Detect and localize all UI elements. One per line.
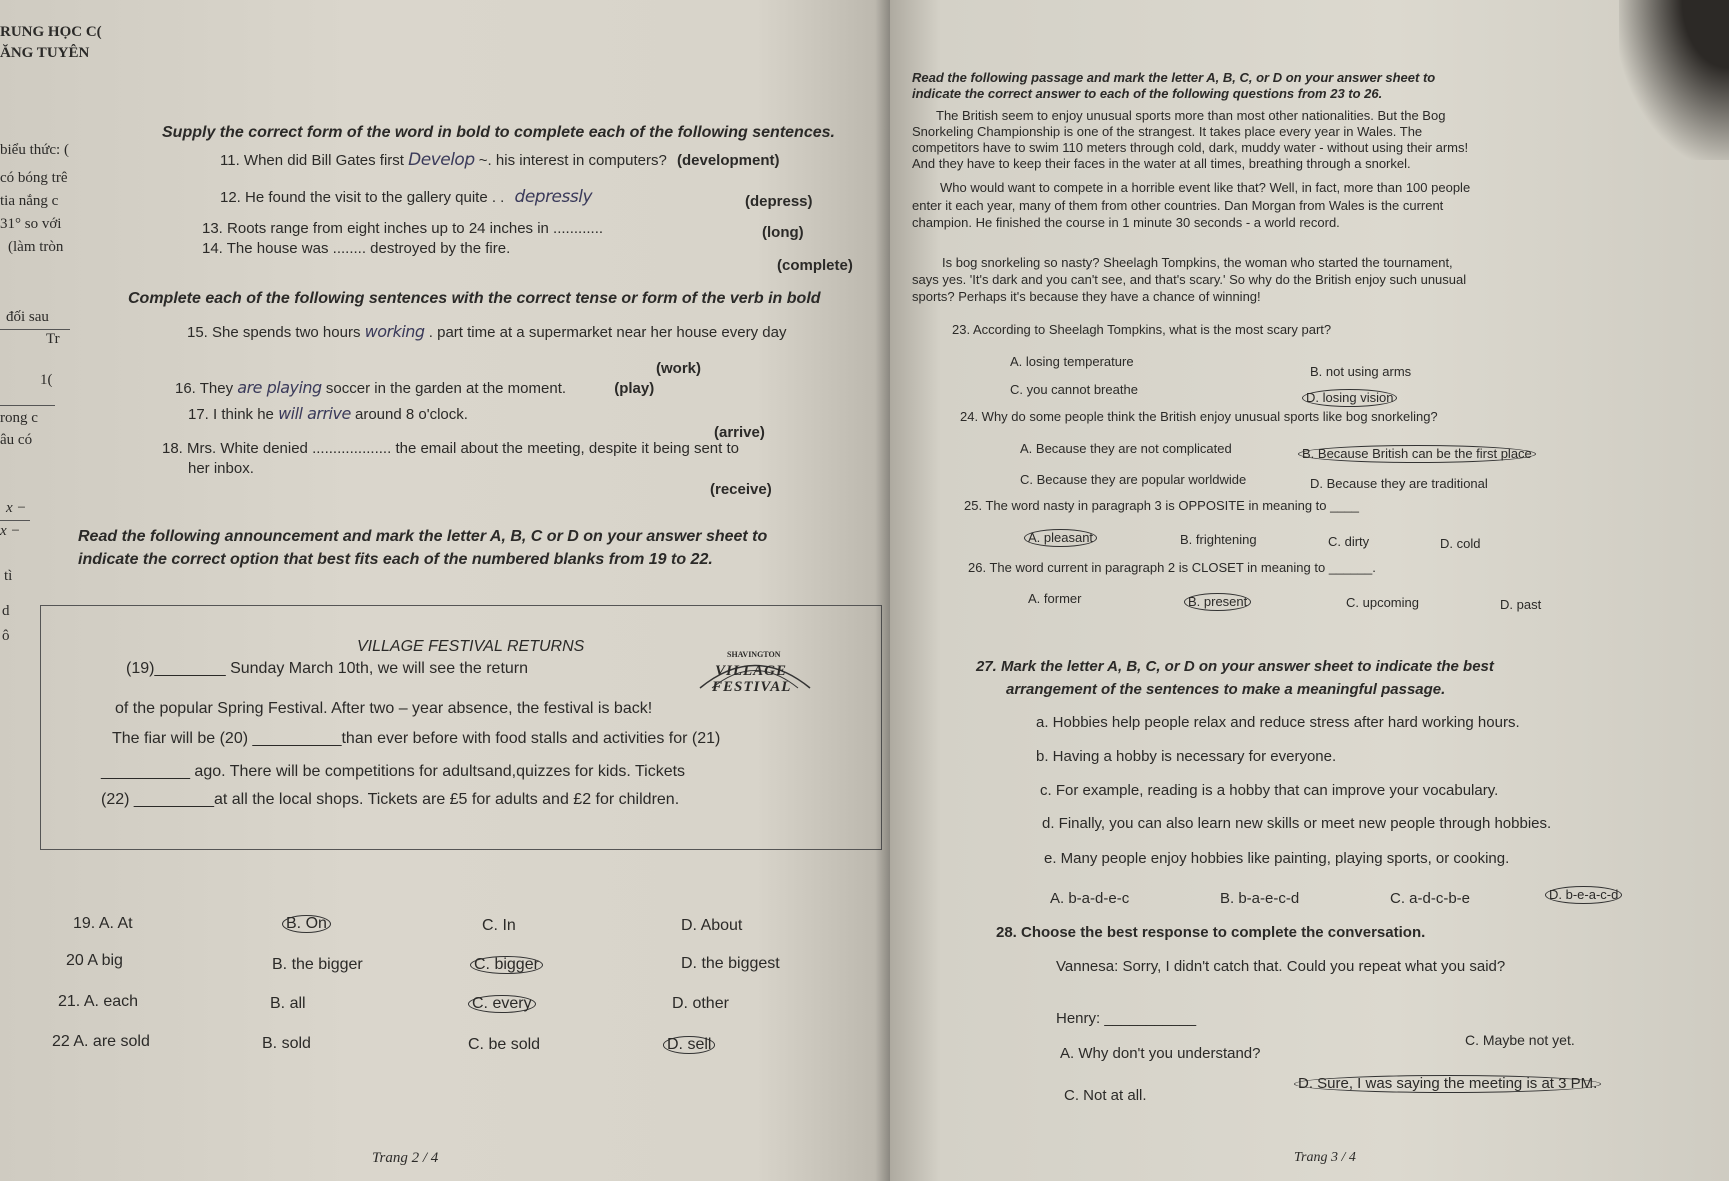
- margin-text: biểu thức: (: [0, 142, 69, 158]
- q21-num: 21. A. each: [58, 993, 139, 1010]
- passage-line: Who would want to compete in a horrible event like that? Well, in fact, more than 100 people: [940, 180, 1471, 195]
- q19-num: 19. A. At: [73, 915, 133, 932]
- q22-option-b[interactable]: B. sold: [262, 1035, 311, 1052]
- q24-option-c[interactable]: C. Because they are popular worldwide: [1020, 472, 1247, 487]
- passage-line: of the popular Spring Festival. After two – year absence, the festival is back!: [115, 700, 653, 717]
- q24-option-d[interactable]: D. Because they are traditional: [1310, 476, 1488, 491]
- passage-line: The fiar will be (20) __________than ever before with food stalls and activities for (21): [112, 730, 721, 747]
- margin-text: tì: [4, 568, 13, 584]
- section3-instruction: Read the following announcement and mark the letter A, B, C or D on your answer sheet to: [78, 528, 768, 545]
- question-16: 16. They are playing soccer in the garden at the moment. (play): [175, 378, 655, 397]
- q27-instruction-2: arrangement of the sentences to make a meaningful passage.: [1006, 681, 1446, 698]
- question-14: 14. The house was ........ destroyed by the fire.: [202, 240, 511, 257]
- question-12: 12. He found the visit to the gallery quite . . depressly: [220, 187, 593, 207]
- word-14: (complete): [777, 257, 853, 274]
- q19-option-b[interactable]: B. On: [282, 915, 331, 933]
- passage-line: And they have to keep their faces in the water at all times, breathing through a snorkel.: [912, 156, 1411, 171]
- q22-option-d[interactable]: D. sell: [663, 1036, 715, 1054]
- q21-option-d[interactable]: D. other: [672, 995, 729, 1012]
- margin-header-2: ĂNG TUYÊN: [0, 45, 90, 61]
- passage-line: The British seem to enjoy unusual sports more than most other nationalities. But the Bog: [936, 108, 1446, 123]
- passage-line: (22) _________at all the local shops. Tickets are £5 for adults and £2 for children.: [101, 791, 680, 808]
- q21-option-b[interactable]: B. all: [270, 995, 306, 1012]
- word-15: (work): [656, 360, 701, 377]
- q25-option-d[interactable]: D. cold: [1440, 536, 1481, 551]
- right-page: [890, 0, 1729, 1181]
- passage-line: Snorkeling Championship is one of the strangest. It takes place every year in Wales. The: [912, 124, 1423, 139]
- margin-text: 31° so với: [0, 216, 62, 232]
- q27-sentence-d: d. Finally, you can also learn new skills or meet new people through hobbies.: [1042, 815, 1552, 832]
- q27-option-c[interactable]: C. a-d-c-b-e: [1390, 890, 1471, 907]
- page-number-right: Trang 3 / 4: [1294, 1150, 1356, 1165]
- section2-instruction: Complete each of the following sentences with the correct tense or form of the verb in bold: [128, 290, 821, 307]
- q28-option-c[interactable]: C. Not at all.: [1064, 1087, 1147, 1104]
- margin-header-1: RUNG HỌC C(: [0, 24, 102, 40]
- section3-instruction-2: indicate the correct option that best fits each of the numbered blanks from 19 to 22.: [78, 551, 713, 568]
- q27-sentence-e: e. Many people enjoy hobbies like painting, playing sports, or cooking.: [1044, 850, 1510, 867]
- q26-option-d[interactable]: D. past: [1500, 597, 1542, 612]
- q26-option-c[interactable]: C. upcoming: [1346, 595, 1419, 610]
- q19-option-d[interactable]: D. About: [681, 917, 743, 934]
- q20-num: 20 A big: [66, 952, 123, 969]
- question-15: 15. She spends two hours working . part time at a supermarket near her house every day: [187, 322, 787, 341]
- q27-option-a[interactable]: A. b-a-d-e-c: [1050, 890, 1130, 907]
- q28-instruction: 28. Choose the best response to complete the conversation.: [996, 924, 1426, 941]
- reading-instruction: Read the following passage and mark the letter A, B, C, or D on your answer sheet to: [912, 70, 1436, 85]
- margin-text: x −: [0, 523, 21, 539]
- q24-option-a[interactable]: A. Because they are not complicated: [1020, 441, 1232, 456]
- question-26: 26. The word current in paragraph 2 is CLOSET in meaning to ______.: [968, 560, 1376, 575]
- word-12: (depress): [745, 193, 813, 210]
- passage-line: competitors have to swim 110 meters through cold, dark, muddy water - without using their arms!: [912, 140, 1469, 155]
- question-25: 25. The word nasty in paragraph 3 is OPPOSITE in meaning to ____: [964, 498, 1360, 513]
- margin-text: có bóng trê: [0, 170, 68, 186]
- passage-line: champion. He finished the course in 1 minute 30 seconds - a world record.: [912, 215, 1340, 230]
- q23-option-a[interactable]: A. losing temperature: [1010, 354, 1134, 369]
- logo-top-text: SHAVINGTON: [727, 650, 781, 659]
- passage-line: enter it each year, many of them from other countries. Dan Morgan from Wales is the current: [912, 198, 1444, 213]
- background-corner: [1619, 0, 1729, 160]
- reading-instruction-2: indicate the correct answer to each of the following questions from 23 to 26.: [912, 86, 1383, 101]
- q28-henry: Henry: ___________: [1056, 1010, 1197, 1027]
- margin-text: (làm tròn: [8, 239, 64, 255]
- q23-option-c[interactable]: C. you cannot breathe: [1010, 382, 1138, 397]
- q28-option-d[interactable]: D. Sure, I was saying the meeting is at 3 PM.: [1294, 1075, 1601, 1093]
- q27-sentence-b: b. Having a hobby is necessary for everyone.: [1036, 748, 1337, 765]
- q20-option-b[interactable]: B. the bigger: [272, 956, 363, 973]
- margin-text: d: [2, 603, 10, 619]
- q21-option-c[interactable]: C. every: [468, 995, 536, 1013]
- logo-line-1: VILLAGE: [715, 663, 788, 679]
- word-17: (arrive): [714, 424, 765, 441]
- q25-option-c[interactable]: C. dirty: [1328, 534, 1370, 549]
- margin-text: x −: [6, 500, 27, 516]
- announcement-title: VILLAGE FESTIVAL RETURNS: [357, 638, 585, 655]
- passage-line: sports? Perhaps it's because they have a chance of winning!: [912, 289, 1261, 304]
- q22-option-c[interactable]: C. be sold: [468, 1036, 541, 1053]
- passage-line: __________ ago. There will be competitions for adultsand,quizzes for kids. Tickets: [101, 763, 686, 780]
- q25-option-b[interactable]: B. frightening: [1180, 532, 1257, 547]
- q25-option-a[interactable]: A. pleasant: [1024, 529, 1097, 547]
- question-13: 13. Roots range from eight inches up to 24 inches in ............: [202, 220, 604, 237]
- q27-option-b[interactable]: B. b-a-e-c-d: [1220, 890, 1300, 907]
- passage-line: says yes. 'It's dark and you can't see, and that's scary.' So why do the British enjoy such unusual: [912, 272, 1467, 287]
- question-24: 24. Why do some people think the British enjoy unusual sports like bog snorkeling?: [960, 409, 1438, 424]
- passage-line: (19)________ Sunday March 10th, we will see the return: [126, 660, 529, 677]
- q26-option-a[interactable]: A. former: [1028, 591, 1082, 606]
- q27-sentence-c: c. For example, reading is a hobby that can improve your vocabulary.: [1040, 782, 1499, 799]
- word-13: (long): [762, 224, 804, 241]
- margin-text: đối sau: [6, 309, 49, 325]
- section1-instruction: Supply the correct form of the word in bold to complete each of the following sentences.: [162, 124, 835, 141]
- q26-option-b[interactable]: B. present: [1184, 593, 1251, 611]
- q22-num: 22 A. are sold: [52, 1033, 150, 1050]
- page-number-left: Trang 2 / 4: [372, 1150, 439, 1166]
- question-17: 17. I think he will arrive around 8 o'clock.: [188, 404, 468, 423]
- margin-text: âu có: [0, 432, 33, 448]
- question-18: 18. Mrs. White denied ................... the email about the meeting, despite it being sent to: [162, 440, 739, 457]
- margin-text: Tr: [46, 331, 60, 347]
- q19-option-c[interactable]: C. In: [482, 917, 516, 934]
- q28-vannesa: Vannesa: Sorry, I didn't catch that. Could you repeat what you said?: [1056, 958, 1506, 975]
- q27-sentence-a: a. Hobbies help people relax and reduce stress after hard working hours.: [1036, 714, 1520, 731]
- question-23: 23. According to Sheelagh Tompkins, what is the most scary part?: [952, 322, 1332, 337]
- margin-text: 1(: [40, 372, 53, 388]
- q27-option-d[interactable]: D. b-e-a-c-d: [1545, 886, 1622, 904]
- word-18: (receive): [710, 481, 772, 498]
- q24-option-b[interactable]: B. Because British can be the first place: [1298, 445, 1536, 463]
- q20-option-c[interactable]: C. bigger: [470, 956, 543, 974]
- q20-option-d[interactable]: D. the biggest: [681, 955, 780, 972]
- question-11: 11. When did Bill Gates first Develop ~. his interest in computers? (development): [220, 150, 780, 170]
- margin-text: ô: [2, 628, 10, 644]
- q28-option-b[interactable]: C. Maybe not yet.: [1465, 1032, 1575, 1048]
- logo-line-2: FESTIVAL: [712, 679, 792, 695]
- q27-instruction: 27. Mark the letter A, B, C, or D on your answer sheet to indicate the best: [976, 658, 1494, 675]
- question-18-line2: her inbox.: [188, 460, 254, 477]
- q23-option-d[interactable]: D. losing vision: [1302, 389, 1397, 407]
- margin-text: rong c: [0, 410, 38, 426]
- q23-option-b[interactable]: B. not using arms: [1310, 364, 1412, 379]
- margin-text: tia nắng c: [0, 193, 59, 209]
- passage-line: Is bog snorkeling so nasty? Sheelagh Tompkins, the woman who started the tournament,: [942, 255, 1453, 270]
- q28-option-a[interactable]: A. Why don't you understand?: [1060, 1045, 1261, 1062]
